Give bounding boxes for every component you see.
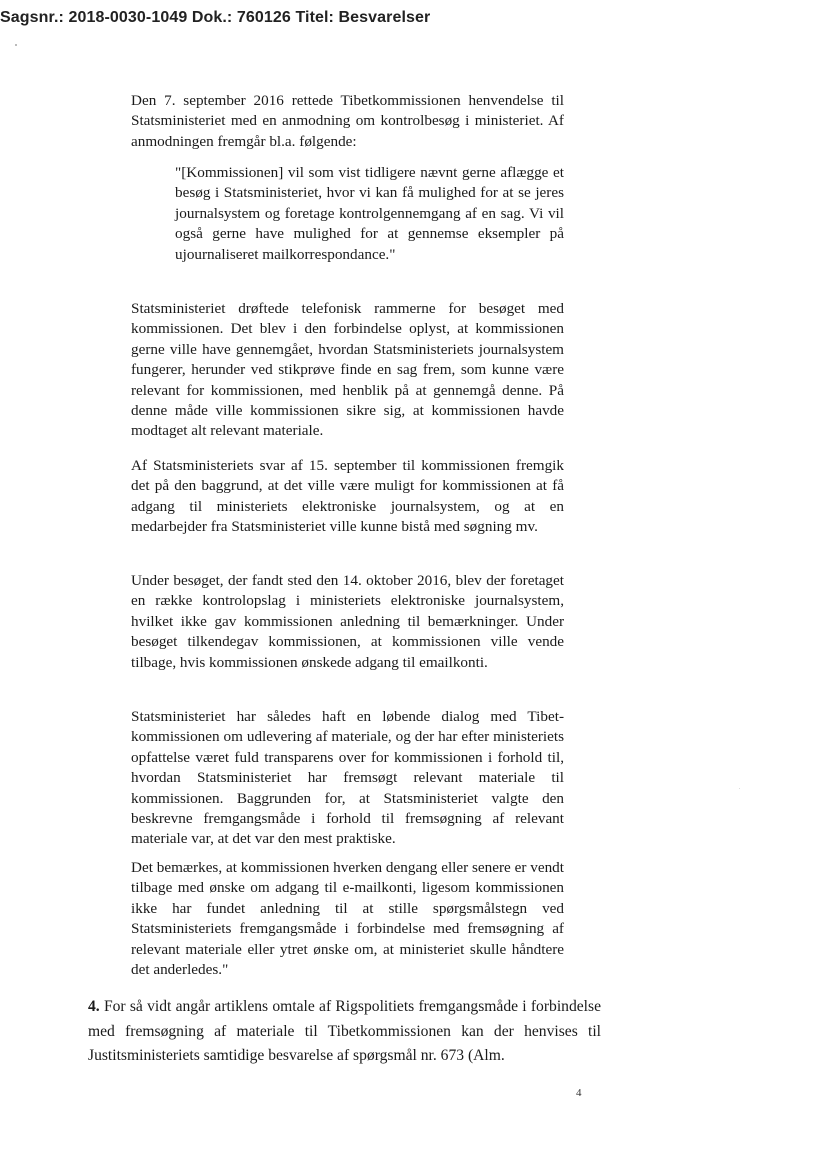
- section-number: 4.: [88, 998, 100, 1015]
- scan-speck: [15, 44, 17, 46]
- paragraph-request: Den 7. september 2016 rettede Tibetkommissionen henvendelse til Statsministeriet med en anmodning om kontrolbesøg i ministeriet. Af anmodningen fremgår bl.a. følgende:: [131, 92, 564, 150]
- paragraph-dialog: Statsministeriet har således haft en løbende dialog med Tibetkommissionen om udlevering af materiale, og der har efter ministeriets opfattelse været fuld transparens over for kommissionen i forhold til, hvordan Statsministeriet har fremsøgt relevant materiale til kommissionen. Baggrunden for, at Statsministeriet valgte den beskrevne fremgangsmåde i forhold til fremsøgning af relevant materiale var, at det var den mest praktiske.: [131, 708, 564, 848]
- block-quote: "[Kommissionen] vil som vist tidligere nævnt gerne aflægge et besøg i Statsministeriet, hvor vi kan få mulighed for at se jeres journalsystem og foretage kontrolgennemgang af en sag. Vi vil også gerne have mulighed for at gennemse eksempler på ujournaliseret mailkorrespondance.": [175, 164, 564, 263]
- scan-speck-2: [739, 788, 740, 789]
- page-number: 4: [576, 1087, 582, 1099]
- section-4-text: For så vidt angår artiklens omtale af Rigspolitiets fremgangsmåde i forbindelse med fremsøgning af materiale til Tibetkommissionen kan der henvises til Justitsministeriets samtidige besvarelse af spørgsmål nr. 673 (Alm.: [88, 998, 601, 1064]
- paragraph-remark: Det bemærkes, at kommissionen hverken dengang eller senere er vendt tilbage med ønske om adgang til e-mailkonti, ligesom kommissionen ikke har fundet anledning til at stille spørgsmålstegn ved Statsministeriets fremgangsmåde i forbindelse med fremsøgning af relevant materiale eller ytret ønske om, at ministeriet skulle håndtere det anderledes.": [131, 859, 564, 979]
- case-header: Sagsnr.: 2018-0030-1049 Dok.: 760126 Titel: Besvarelser: [0, 9, 431, 26]
- paragraph-ministry-reply: Af Statsministeriets svar af 15. september til kommissionen fremgik det på den baggrund, at det ville være muligt for kommissionen at få adgang til ministeriets elektroniske journalsystem, og at en medarbejder fra Statsministeriet ville kunne bistå med søgning mv.: [131, 457, 564, 536]
- paragraph-visit: Under besøget, der fandt sted den 14. oktober 2016, blev der foretaget en række kontrolopslag i ministeriets elektroniske journalsystem, hvilket ikke gav kommissionen anledning til bemærkninger. Under besøget tilkendegav kommissionen, at kommissionen ville vende tilbage, hvis kommissionen ønskede adgang til emailkonti.: [131, 572, 564, 671]
- paragraph-phone-discussion: Statsministeriet drøftede telefonisk rammerne for besøget med kommissionen. Det blev i den forbindelse oplyst, at kommissionen gerne ville have gennemgået, hvordan Statsministeriets journalsystem fungerer, herunder ved stikprøve finde en sag frem, som kunne være relevant for kommissionen, med henblik på at gennemgå denne. På denne måde ville kommissionen sikre sig, at kommissionen havde modtaget alt relevant materiale.: [131, 300, 564, 440]
- section-4: [88, 995, 601, 1069]
